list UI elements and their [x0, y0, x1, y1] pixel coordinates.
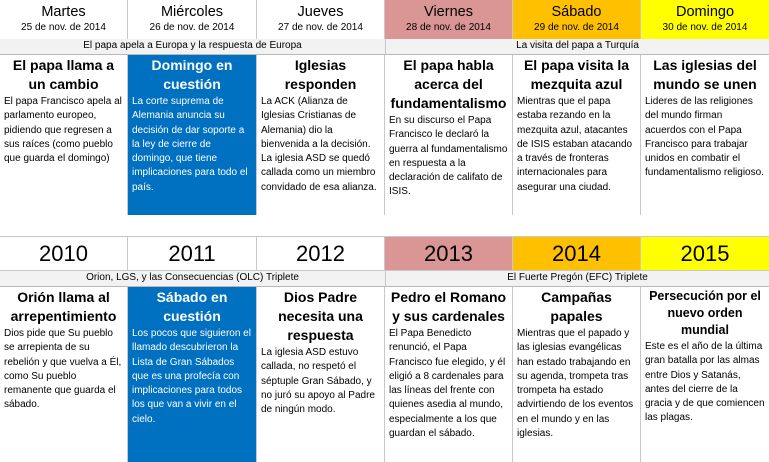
day-header-tuesday [0, 0, 128, 39]
event-body: Los pocos que siguieron el llamado descubrieron la Lista de Gran Sábados que es una profecía con implicaciones para todos los que van a vivir en el cielo. [132, 328, 251, 425]
event-body: La iglesia ASD estuvo callada, no respetó el séptuple Gran Sábado, y no juró su apoyo al Padre de ningún modo. [261, 347, 375, 416]
event-body: En su discurso el Papa Francisco le declaró la guerra al fundamentalismo en respuesta a la declaración de califato de ISIS. [389, 115, 508, 198]
day-header-thursday [257, 0, 385, 39]
event-card [641, 287, 769, 462]
banner-olc-triplet: Orion, LGS, y las Consecuencias (OLC) Triplete [0, 271, 385, 286]
day-name: Miércoles [160, 4, 224, 20]
event-card [257, 287, 385, 462]
day-name: Martes [41, 4, 86, 20]
day-date: 27 de nov. de 2014 [278, 22, 363, 33]
day-date: 29 de nov. de 2014 [534, 22, 619, 33]
banner-europe: El papa apela a Europa y la respuesta de Europa [0, 39, 385, 54]
event-title: Las iglesias del mundo se unen [653, 57, 757, 92]
day-name: Jueves [297, 4, 344, 20]
content-row-bottom [0, 287, 769, 462]
event-title: Persecución por el nuevo orden mundial [649, 289, 761, 337]
event-body: Dios pide que Su pueblo se arrepienta de su rebelión y que vuelva a Él, como Su pueblo remanente que guarda el sábado. [4, 328, 122, 411]
event-card [513, 55, 641, 215]
event-title: Sábado en cuestión [156, 289, 228, 324]
banner-turkey: La visita del papa a Turquía [385, 39, 769, 54]
event-title: El papa llama a un cambio [12, 57, 115, 92]
event-body: La ACK (Alianza de Iglesias Cristianas de Alemania) dio la bienvenida a la decisión. La iglesia ASD se quedó callada como un miembro convidado de esa alianza. [261, 96, 377, 193]
event-title: Orión llama al arrepentimiento [10, 289, 117, 324]
day-header-friday [385, 0, 513, 39]
event-title: El papa habla acerca del fundamentalismo [390, 57, 507, 111]
day-header-wednesday [128, 0, 257, 39]
day-date: 30 de nov. de 2014 [662, 22, 748, 33]
year-2011: 2011 [128, 237, 257, 270]
event-card [385, 55, 513, 215]
event-body: Mientras que el papa estaba rezando en la mezquita azul, atacantes de ISIS estaban atacando a través de fronteras internacionales para asegurar una ciudad. [517, 96, 633, 193]
year-2014: 2014 [513, 237, 641, 270]
event-card [0, 55, 128, 215]
event-body: El papa Francisco apela al parlamento europeo, pidiendo que regresen a sus raíces (como pueblo que guarda el domingo) [4, 96, 122, 165]
year-header-row [0, 236, 769, 271]
day-name: Viernes [424, 4, 473, 20]
event-body: Lideres de las religiones del mundo firman acuerdos con el Papa Francisco para trabajar unidos en combatir el fundamentalismo religioso. [645, 96, 764, 179]
year-2015: 2015 [641, 237, 769, 270]
year-2010: 2010 [0, 237, 128, 270]
event-card [641, 55, 769, 215]
day-date: 28 de nov. de 2014 [406, 22, 491, 33]
event-body: La corte suprema de Alemania anuncia su decisión de dar soporte a la ley de cierre de domingo, que tiene implicaciones para todo el país. [132, 96, 248, 193]
year-2012: 2012 [257, 237, 385, 270]
event-body: Este es el año de la última gran batalla por las almas entre Dios y Satanás, antes del cierre de la gracia y de que comiencen las plagas. [645, 341, 765, 424]
event-title: Pedro el Romano y sus cardenales [390, 289, 507, 324]
day-name: Sábado [551, 4, 602, 20]
year-2013: 2013 [385, 237, 513, 270]
event-card [513, 287, 641, 462]
event-card [385, 287, 513, 462]
event-title: Dios Padre necesita una respuesta [278, 289, 363, 343]
day-header-saturday [513, 0, 641, 39]
event-body: El Papa Benedicto renunció, el Papa Francisco fue elegido, y él eligió a 8 cardenales para las líneas del frente con quienes asedia al mundo, especialmente a los que guardan el sábado. [389, 328, 506, 440]
event-card-highlighted [128, 55, 257, 215]
banner-row-top [0, 39, 769, 55]
day-name: Domingo [675, 4, 735, 20]
event-body: Mientras que el papado y las iglesias evangélicas han estado trabajando en su agenda, trompeta tras trompeta ha estado advirtiendo de los eventos en el mundo y en las iglesias. [517, 328, 634, 440]
event-title: Domingo en cuestión [151, 57, 233, 92]
content-row-top [0, 55, 769, 215]
event-card [0, 287, 128, 462]
day-header-sunday [641, 0, 769, 39]
banner-row-bottom [0, 271, 769, 287]
day-header-row [0, 0, 769, 40]
event-card-highlighted [128, 287, 257, 462]
event-card [257, 55, 385, 215]
event-title: Iglesias responden [284, 57, 357, 92]
banner-efc-triplet: El Fuerte Pregón (EFC) Triplete [385, 271, 769, 286]
event-title: Campañas papales [541, 289, 612, 324]
day-date: 25 de nov. de 2014 [21, 22, 106, 33]
day-date: 26 de nov. de 2014 [149, 22, 235, 33]
event-title: El papa visita la mezquita azul [523, 57, 630, 92]
